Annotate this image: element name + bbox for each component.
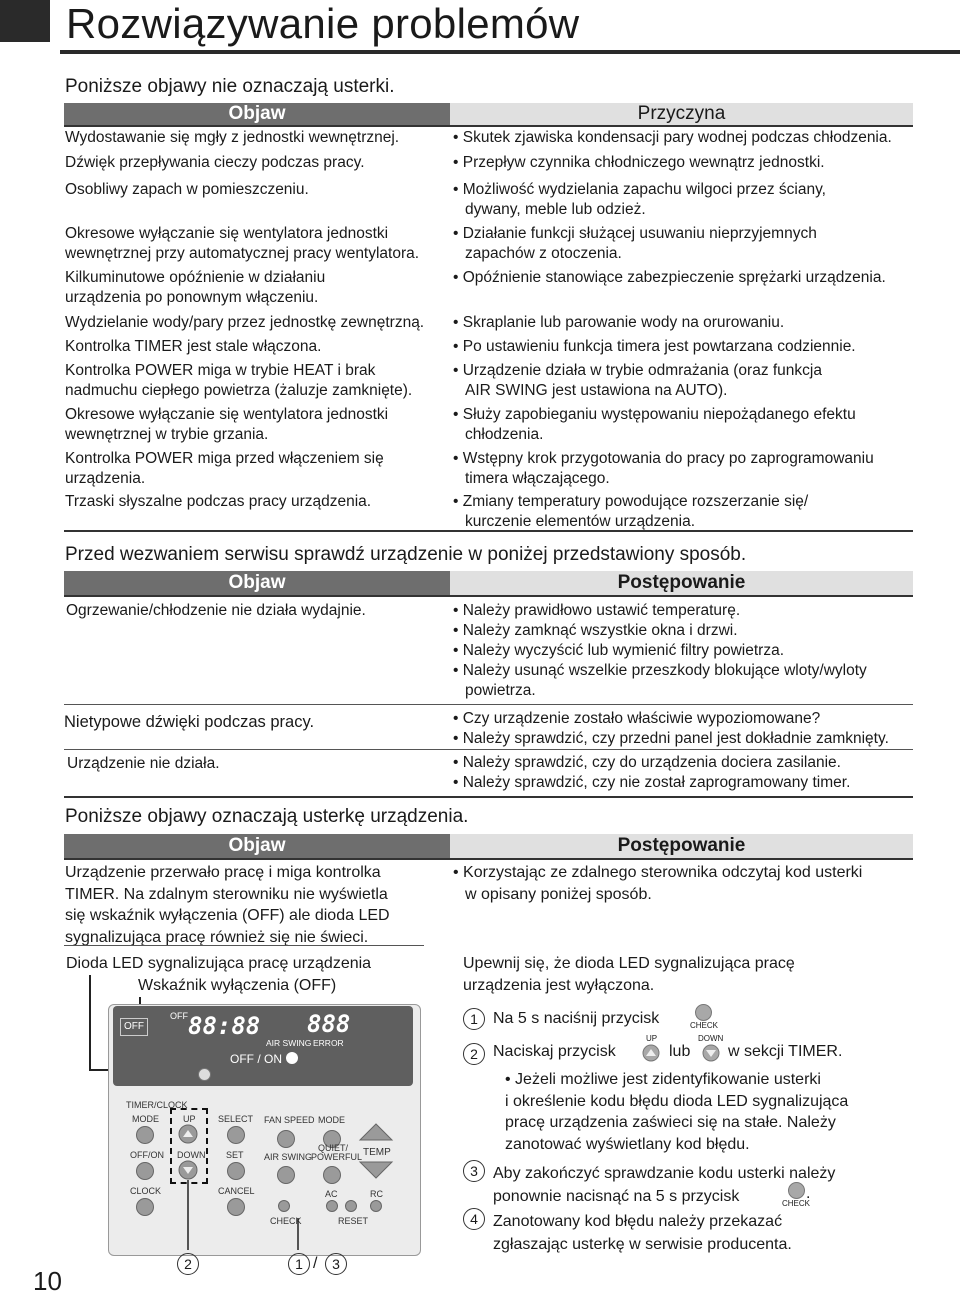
list-item: • Należy wyczyścić lub wymienić filtry powietrza. xyxy=(453,642,785,659)
section3-rule xyxy=(64,945,424,946)
temp-down-button[interactable] xyxy=(358,1160,394,1185)
section3-col-action: Postępowanie xyxy=(450,834,913,858)
step2-number: 2 xyxy=(463,1043,485,1065)
callout-lines xyxy=(180,1178,360,1258)
table-row-cause: • Zmiany temperatury powodujące rozszerzanie się/ kurczenie elementów urządzenia. xyxy=(453,493,809,530)
callout-1: 1 xyxy=(288,1253,310,1275)
table-row-symptom: Kontrolka POWER miga przed włączeniem się urządzenia. xyxy=(65,450,384,487)
power-icon xyxy=(286,1052,298,1064)
label-select: SELECT xyxy=(218,1114,254,1124)
section2-row-rule xyxy=(64,749,913,750)
label-powerful: POWERFUL xyxy=(311,1152,363,1162)
section2-bottom-rule xyxy=(64,796,913,798)
table-row-cause: • Po ustawieniu funkcja timera jest powtarzana codziennie. xyxy=(453,338,856,355)
table-row-symptom: Wydzielanie wody/pary przez jednostkę zewnętrzną. xyxy=(65,314,425,331)
list-item: • Należy zamknąć wszystkie okna i drzwi. xyxy=(453,622,738,639)
label-rc: RC xyxy=(370,1189,383,1199)
step3-check-label: CHECK xyxy=(782,1199,811,1208)
section3-symptom: Urządzenie przerwało pracę i miga kontrolka TIMER. Na zdalnym sterowniku nie wyświetla się wskaźnik wyłączenia (OFF) ale dioda LED sygnalizująca pracę również się nie świeci. xyxy=(65,864,390,946)
section2-row-rule xyxy=(64,704,913,705)
rc-button[interactable] xyxy=(370,1200,382,1212)
label-up: UP xyxy=(183,1114,196,1124)
step2-mid: lub xyxy=(669,1043,691,1060)
mode-button[interactable] xyxy=(136,1126,154,1144)
label-down: DOWN xyxy=(177,1150,206,1160)
section3-intro: Poniższe objawy oznaczają usterkę urządzenia. xyxy=(65,806,469,827)
label-timer-clock: TIMER/CLOCK xyxy=(126,1100,188,1110)
table-row-cause: • Urządzenie działa w trybie odmrażania (oraz funkcja AIR SWING jest ustawiona na AUTO). xyxy=(453,362,822,399)
table-row-symptom: Dźwięk przepływania cieczy podczas pracy. xyxy=(65,154,365,171)
table-row-cause: • Możliwość wydzielania zapachu wilgoci przez ściany, dywany, meble lub odzież. xyxy=(453,181,826,218)
off-indicator: OFF xyxy=(120,1018,148,1036)
temp-up-button[interactable] xyxy=(358,1122,394,1147)
table-row-symptom: Osobliwy zapach w pomieszczeniu. xyxy=(65,181,309,198)
section1-col-symptom: Objaw xyxy=(64,103,450,125)
title-bar-block xyxy=(0,0,50,42)
label-temp: TEMP xyxy=(363,1147,391,1158)
step1-text: Na 5 s naciśnij przycisk xyxy=(493,1010,660,1027)
callout-3: 3 xyxy=(325,1253,347,1275)
off-on-button[interactable] xyxy=(136,1162,154,1180)
step3-period: . xyxy=(806,1185,811,1202)
section2-header-rule xyxy=(64,595,913,597)
down-arrow-icon xyxy=(702,1044,720,1067)
section2-row1-actions xyxy=(453,601,913,701)
led-label: Dioda LED sygnalizująca pracę urządzenia xyxy=(66,955,372,972)
label-reset: RESET xyxy=(338,1216,369,1226)
step2-pre: Naciskaj przycisk xyxy=(493,1043,616,1060)
lcd-air-swing: AIR SWING xyxy=(266,1038,312,1048)
page-title: Rozwiązywanie problemów xyxy=(66,0,580,47)
table-row-symptom: Kilkuminutowe opóźnienie w działaniu urządzenia po ponownym włączeniu. xyxy=(65,269,326,306)
operation-led xyxy=(198,1068,211,1081)
lcd-error: ERROR xyxy=(313,1038,344,1048)
label-fan-speed: FAN SPEED xyxy=(264,1115,315,1125)
table-row-cause: • Wstępny krok przygotowania do pracy po zaprogramowaniu timera włączającego. xyxy=(453,450,874,487)
table-row-symptom: Kontrolka POWER miga w trybie HEAT i brak nadmuchu ciepłego powietrza (żaluzje zamknięte). xyxy=(65,362,413,399)
section3-col-symptom: Objaw xyxy=(64,834,450,858)
check-intro: Upewnij się, że dioda LED sygnalizująca pracę urządzenia jest wyłączona. xyxy=(463,955,795,994)
section1-col-cause: Przyczyna xyxy=(450,103,913,125)
section2-row3-symptom: Urządzenie nie działa. xyxy=(67,755,220,772)
table-row-cause: • Skutek zjawiska kondensacji pary wodnej podczas chłodzenia. xyxy=(453,129,892,146)
step3-number: 3 xyxy=(463,1160,485,1182)
section1-intro: Poniższe objawy nie oznaczają usterki. xyxy=(65,76,395,97)
step1-number: 1 xyxy=(463,1008,485,1030)
table-row-cause: • Służy zapobieganiu występowaniu niepożądanego efektu chłodzenia. xyxy=(453,406,856,443)
section1-header-rule xyxy=(64,125,913,127)
table-row-symptom: Okresowe wyłączanie się wentylatora jednostki wewnętrznej przy automatycznej pracy wentylatora. xyxy=(65,225,420,262)
lcd-temp-digits: 888 xyxy=(307,1010,351,1038)
label-quiet: QUIET/ xyxy=(318,1143,349,1153)
list-item: • Należy sprawdzić, czy do urządzenia dociera zasilanie. xyxy=(453,754,841,771)
callout-2: 2 xyxy=(177,1253,199,1275)
section2-row3-actions xyxy=(453,753,913,793)
section3-action: • Korzystając ze zdalnego sterownika odczytaj kod usterki w opisany poniżej sposób. xyxy=(453,864,863,903)
off-indicator-label: Wskaźnik wyłączenia (OFF) xyxy=(138,977,337,994)
section2-row2-actions xyxy=(453,709,923,749)
title-underline xyxy=(60,50,960,54)
table-row-cause: • Opóźnienie stanowiące zabezpieczenie sprężarki urządzenia. xyxy=(453,269,886,286)
label-check: CHECK xyxy=(270,1216,302,1226)
label-ac: AC xyxy=(325,1189,338,1199)
fan-speed-button[interactable] xyxy=(277,1130,295,1148)
label-clock: CLOCK xyxy=(130,1186,162,1196)
timer-up-down-highlight xyxy=(170,1108,208,1184)
label-mode: MODE xyxy=(132,1114,159,1124)
check-button-icon xyxy=(695,1004,712,1021)
list-item-cont: powietrza. xyxy=(465,682,536,699)
section1-bottom-rule xyxy=(64,530,913,532)
table-row-cause: • Przepływ czynnika chłodniczego wewnątrz jednostki. xyxy=(453,154,825,171)
up-arrow-icon xyxy=(642,1044,660,1067)
step2-down-label: DOWN xyxy=(698,1034,724,1043)
section2-col-symptom: Objaw xyxy=(64,571,450,595)
list-item: • Należy prawidłowo ustawić temperaturę. xyxy=(453,602,741,619)
step4-text: Zanotowany kod błędu należy przekazać zgłaszając usterkę w serwisie producenta. xyxy=(493,1213,792,1253)
section2-row1-symptom: Ogrzewanie/chłodzenie nie działa wydajnie. xyxy=(66,602,366,619)
label-set: SET xyxy=(226,1150,244,1160)
select-button[interactable] xyxy=(227,1126,245,1144)
step2-sub: • Jeżeli możliwe jest zidentyfikowanie usterki i określenie kodu błędu dioda LED sygnalizująca pracę urządzenia zaświeci się na stałe. Należy zanotować wyświetlany kod błędu. xyxy=(505,1071,849,1153)
clock-button[interactable] xyxy=(136,1198,154,1216)
lcd-time-digits: 88:88 xyxy=(188,1012,261,1040)
table-row-symptom: Kontrolka TIMER jest stale włączona. xyxy=(65,338,322,355)
table-row-symptom: Wydostawanie się mgły z jednostki wewnętrznej. xyxy=(65,129,400,146)
section2-row2-symptom: Nietypowe dźwięki podczas pracy. xyxy=(64,713,315,731)
list-item: • Należy sprawdzić, czy nie został zaprogramowany timer. xyxy=(453,774,851,791)
table-row-cause: • Działanie funkcji służącej usuwaniu nieprzyjemnych zapachów z otoczenia. xyxy=(453,225,817,262)
list-item: • Należy usunąć wszelkie przeszkody blokujące wloty/wyloty xyxy=(453,662,867,679)
label-mode2: MODE xyxy=(318,1115,345,1125)
page-number: 10 xyxy=(33,1266,62,1296)
label-cancel: CANCEL xyxy=(218,1186,255,1196)
section2-col-action: Postępowanie xyxy=(450,571,913,595)
callout-separator: / xyxy=(313,1255,318,1272)
section2-intro: Przed wezwaniem serwisu sprawdź urządzenie w poniżej przedstawiony sposób. xyxy=(65,544,747,565)
step1-check-label: CHECK xyxy=(690,1021,719,1030)
table-row-cause: • Skraplanie lub parowanie wody na orurowaniu. xyxy=(453,314,785,331)
table-row-symptom: Trzaski słyszalne podczas pracy urządzenia. xyxy=(65,493,372,510)
section3-header-rule xyxy=(64,858,913,860)
lcd-off-small: OFF xyxy=(170,1011,188,1021)
remote-lcd-display xyxy=(113,1006,413,1086)
label-air-swing: AIR SWING xyxy=(264,1152,313,1162)
check-button-icon xyxy=(788,1182,805,1199)
step4-number: 4 xyxy=(463,1208,485,1230)
step2-up-label: UP xyxy=(646,1034,658,1043)
table-row-symptom: Okresowe wyłączanie się wentylatora jednostki wewnętrznej w trybie grzania. xyxy=(65,406,389,443)
step3-text: Aby zakończyć sprawdzanie kodu usterki należy ponownie nacisnąć na 5 s przycisk xyxy=(493,1165,836,1205)
lcd-off-on-label: OFF / ON xyxy=(230,1052,282,1066)
step2-post: w sekcji TIMER. xyxy=(728,1043,843,1060)
list-item: • Czy urządzenie zostało właściwie wypoziomowane? xyxy=(453,710,821,727)
list-item: • Należy sprawdzić, czy przedni panel jest dokładnie zamknięty. xyxy=(453,730,889,747)
label-off-on: OFF/ON xyxy=(130,1150,164,1160)
